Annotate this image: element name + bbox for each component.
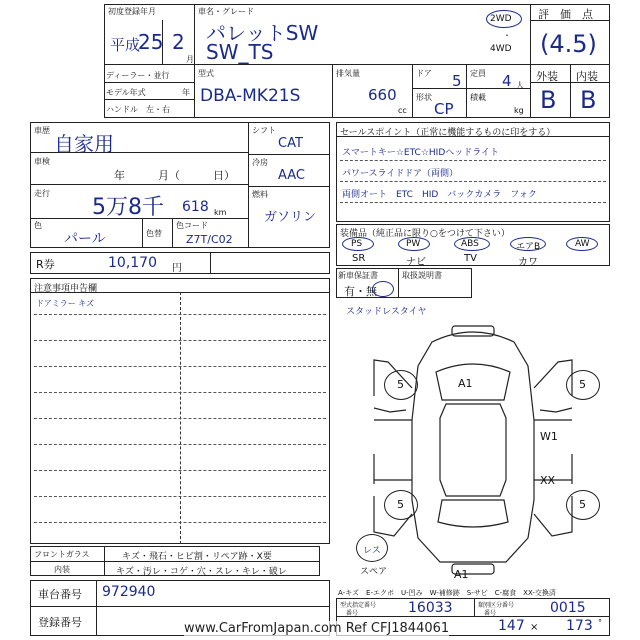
notes-text: ドアミラー キズ	[36, 299, 95, 308]
damage-mark-front: A1	[458, 377, 473, 390]
registration-year: 25	[138, 30, 164, 54]
color-value: パール	[64, 231, 106, 247]
windshield-label: フロントガラス	[34, 550, 90, 559]
right-side-lower	[534, 454, 572, 536]
drive-2wd: 2WD	[490, 14, 512, 24]
windshield-value: キズ・飛石・ヒビ割・リペア跡・X要	[122, 552, 272, 562]
equip-ps: PS	[351, 239, 363, 249]
kg-unit: kg	[514, 106, 524, 115]
model-year-label: モデル年式	[106, 88, 146, 97]
sales-point-line-2: パワースライドドア（両側）	[342, 169, 459, 179]
yen-unit: 円	[172, 263, 182, 274]
fuel-label: 燃料	[252, 190, 268, 199]
displacement-label: 排気量	[336, 69, 360, 78]
mileage-small: 618	[182, 199, 209, 215]
designation-number: 16033	[408, 600, 453, 616]
model-type-label: 型式	[198, 69, 214, 78]
handle-label: ハンドル 左・右	[106, 105, 170, 114]
windshield-outline	[436, 364, 510, 400]
color-label: 色	[34, 221, 42, 230]
door-count: 5	[452, 72, 462, 90]
tire-rear-right: 5	[579, 498, 586, 511]
chassis-label: 車台番号	[38, 588, 82, 601]
inspection-value: 年 月（ 日）	[114, 169, 235, 182]
warranty-label: 新車保証書	[338, 271, 378, 280]
category-no-label: 番号	[484, 610, 497, 617]
equip-airbag: エアB	[516, 242, 541, 252]
designation-label: 型式指定番号	[340, 602, 377, 609]
displacement-value: 660	[368, 86, 397, 104]
shift-value: CAT	[278, 136, 303, 151]
damage-legend: A-キズ E-エクボ U-凹み W-補修跡 S-サビ C-腐食 XX-交換済	[338, 589, 556, 597]
door-label: ドア	[416, 69, 432, 78]
registration-number-label: 登録番号	[38, 616, 82, 629]
tire-front-right: 5	[579, 378, 586, 391]
warranty-none-circle	[372, 281, 394, 297]
equip-aw: AW	[575, 239, 590, 249]
equip-pw: PW	[406, 239, 421, 249]
capacity-value: 4	[502, 72, 512, 90]
records-label: 取扱説明書	[402, 271, 442, 280]
dealer-label: ディーラー・並行	[106, 71, 170, 80]
color-change-label: 色替	[146, 229, 162, 238]
model-year-unit: 年	[182, 88, 190, 97]
equip-tv: TV	[464, 253, 477, 264]
equipment-title: 装備品（純正品に限り○をつけて下さい）	[340, 229, 510, 239]
registration-era: 平成	[110, 36, 141, 54]
km-unit: km	[214, 208, 227, 217]
car-name: パレットSW	[206, 21, 319, 45]
tire-note: スタッドレスタイヤ	[346, 307, 427, 317]
use-label: 車歴	[34, 126, 50, 135]
shape-label: 形状	[416, 93, 432, 102]
model-code: DBA-MK21S	[200, 86, 301, 106]
fuel-value: ガソリン	[264, 210, 317, 225]
body-shape: CP	[434, 100, 454, 118]
equip-navi: ナビ	[406, 257, 426, 268]
interior-condition-label: 内装	[54, 565, 70, 574]
category-label: 類別区分番号	[478, 602, 515, 609]
equip-sr: SR	[352, 253, 366, 264]
drive-4wd: 4WD	[490, 44, 512, 54]
dimension-height: 173	[566, 618, 593, 634]
load-label: 積載	[470, 93, 486, 102]
exterior-grade: B	[540, 86, 557, 114]
sales-points-title: セールスポイント（正常に機能するものに印をする）	[340, 128, 556, 138]
sales-point-line-3: 両側オート ETC HID バックカメラ フォク	[342, 190, 537, 200]
dimension-length: 147	[498, 618, 525, 634]
mileage-label: 走行	[34, 189, 50, 198]
front-bumper-outline	[452, 326, 494, 336]
watermark-text: www.CarFromJapan.com Ref CFJ1844061	[184, 621, 450, 636]
shift-label: シフト	[252, 126, 276, 135]
ac-label: 冷房	[252, 158, 268, 167]
header-section	[104, 4, 610, 118]
person-unit: 人	[516, 81, 524, 90]
recycle-label: R券	[36, 258, 55, 271]
inspection-label: 車検	[34, 157, 50, 166]
roof-outline	[440, 404, 506, 496]
capacity-label: 定員	[470, 69, 486, 78]
recycle-value: 10,170	[108, 255, 157, 271]
car-grade: SW_TS	[206, 40, 274, 64]
color-code-value: Z7T/C02	[186, 233, 233, 246]
chassis-number: 972940	[102, 584, 156, 600]
use-value: 自家用	[54, 132, 114, 156]
damage-mark-right: W1	[540, 430, 558, 443]
mileage-value: 5万8千	[92, 195, 164, 220]
rear-window-outline	[438, 500, 508, 527]
ac-value: AAC	[278, 168, 305, 183]
interior-label: 内装	[576, 70, 598, 83]
month-unit: 月	[186, 55, 194, 64]
warranty-value: 有・無	[344, 285, 377, 298]
registration-month: 2	[172, 30, 185, 54]
tire-front-left: 5	[397, 378, 404, 391]
spare-label: スペア	[360, 567, 388, 577]
sales-point-line-1: スマートキー☆ETC☆HIDヘッドライト	[342, 148, 499, 158]
interior-condition-value: キズ・汚レ・コゲ・穴・スレ・キレ・破レ	[116, 567, 287, 577]
interior-grade: B	[580, 86, 597, 114]
damage-mark-rear: A1	[454, 568, 469, 581]
first-registration-label: 初度登録年月	[108, 7, 156, 16]
designation-no-label: 番号	[346, 610, 359, 617]
category-number: 0015	[550, 600, 586, 616]
equip-abs: ABS	[461, 239, 479, 249]
equip-leather: カワ	[518, 257, 538, 268]
exterior-label: 外装	[536, 70, 558, 83]
cc-unit: cc	[398, 106, 407, 115]
score-label: 評 価 点	[538, 8, 593, 21]
overall-score: (4.5)	[540, 30, 597, 58]
dimension-separator: ×	[530, 622, 539, 633]
drive-dot: ・	[503, 31, 511, 40]
spare-status: レス	[363, 546, 381, 556]
damage-mark-right-rear: XX	[540, 474, 556, 487]
tire-rear-left: 5	[397, 498, 404, 511]
car-name-label: 車名・グレード	[198, 7, 254, 16]
color-code-label: 色コード	[176, 221, 208, 230]
notes-title: 注意事項申告欄	[34, 284, 98, 294]
degree-mark: °	[598, 618, 602, 627]
